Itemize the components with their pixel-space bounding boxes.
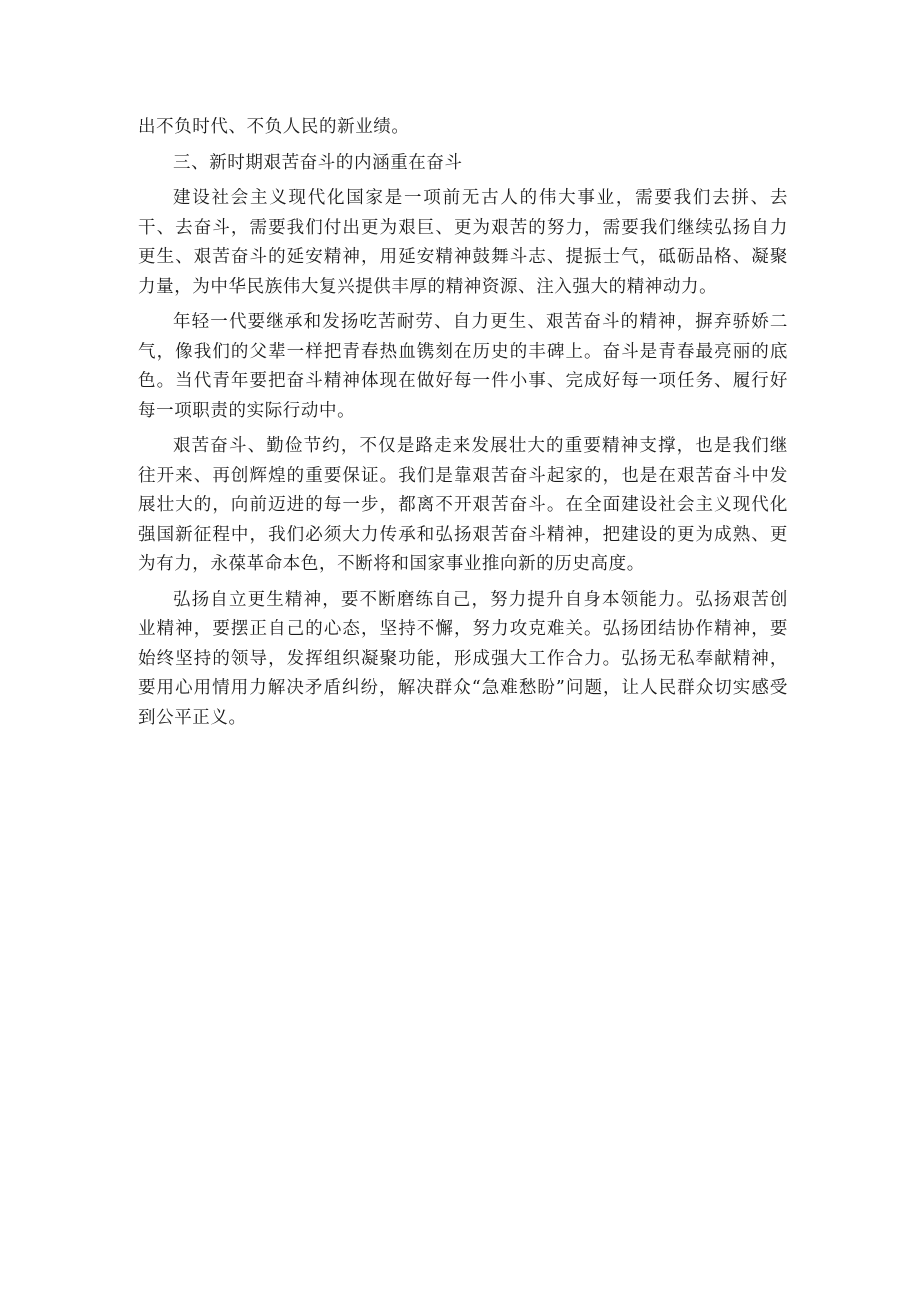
paragraph-body: 艰苦奋斗、勤俭节约，不仅是路走来发展壮大的重要精神支撑，也是我们继往开来、再创辉煌的重要保证。我们是靠艰苦奋斗起家的，也是在艰苦奋斗中发展壮大的，向前迈进的每一步，都离不开艰苦奋斗。在全面建设社会主义现代化强国新征程中，我们必须大力传承和弘扬艰苦奋斗精神，把建设的更为成熟、更为有力，永葆革命本色，不断将和国家事业推向新的历史高度。 [138,436,788,574]
paragraph-body: 弘扬自立更生精神，要不断磨练自己，努力提升自身本领能力。弘扬艰苦创业精神，要摆正自己的心态，坚持不懈，努力攻克难关。弘扬团结协作精神，要始终坚持的领导，发挥组织凝聚功能，形成强大工作合力。弘扬无私奉献精神，要用心用情用力解决矛盾纠纷，解决群众“急难愁盼”问题，让人民群众切实感受到公平正义。 [138,589,788,728]
section-heading: 三、新时期艰苦奋斗的内涵重在奋斗 [173,152,463,173]
paragraph-body: 年轻一代要继承和发扬吃苦耐劳、自力更生、艰苦奋斗的精神，摒弃骄娇二气，像我们的父辈一样把青春热血镌刻在历史的丰碑上。奋斗是青春最亮丽的底色。当代青年要把奋斗精神体现在做好每一件小事、完成好每一项任务、履行好每一项职责的实际行动中。 [138,312,788,421]
document-body [138,113,788,739]
paragraph-continuation: 出不负时代、不负人民的新业绩。 [138,117,410,137]
paragraph-body: 建设社会主义现代化国家是一项前无古人的伟大事业，需要我们去拼、去干、去奋斗，需要我们付出更为艰巨、更为艰苦的努力，需要我们继续弘扬自力更生、艰苦奋斗的延安精神，用延安精神鼓舞斗志、提振士气，砥砺品格、凝聚力量，为中华民族伟大复兴提供丰厚的精神资源、注入强大的精神动力。 [138,188,788,297]
